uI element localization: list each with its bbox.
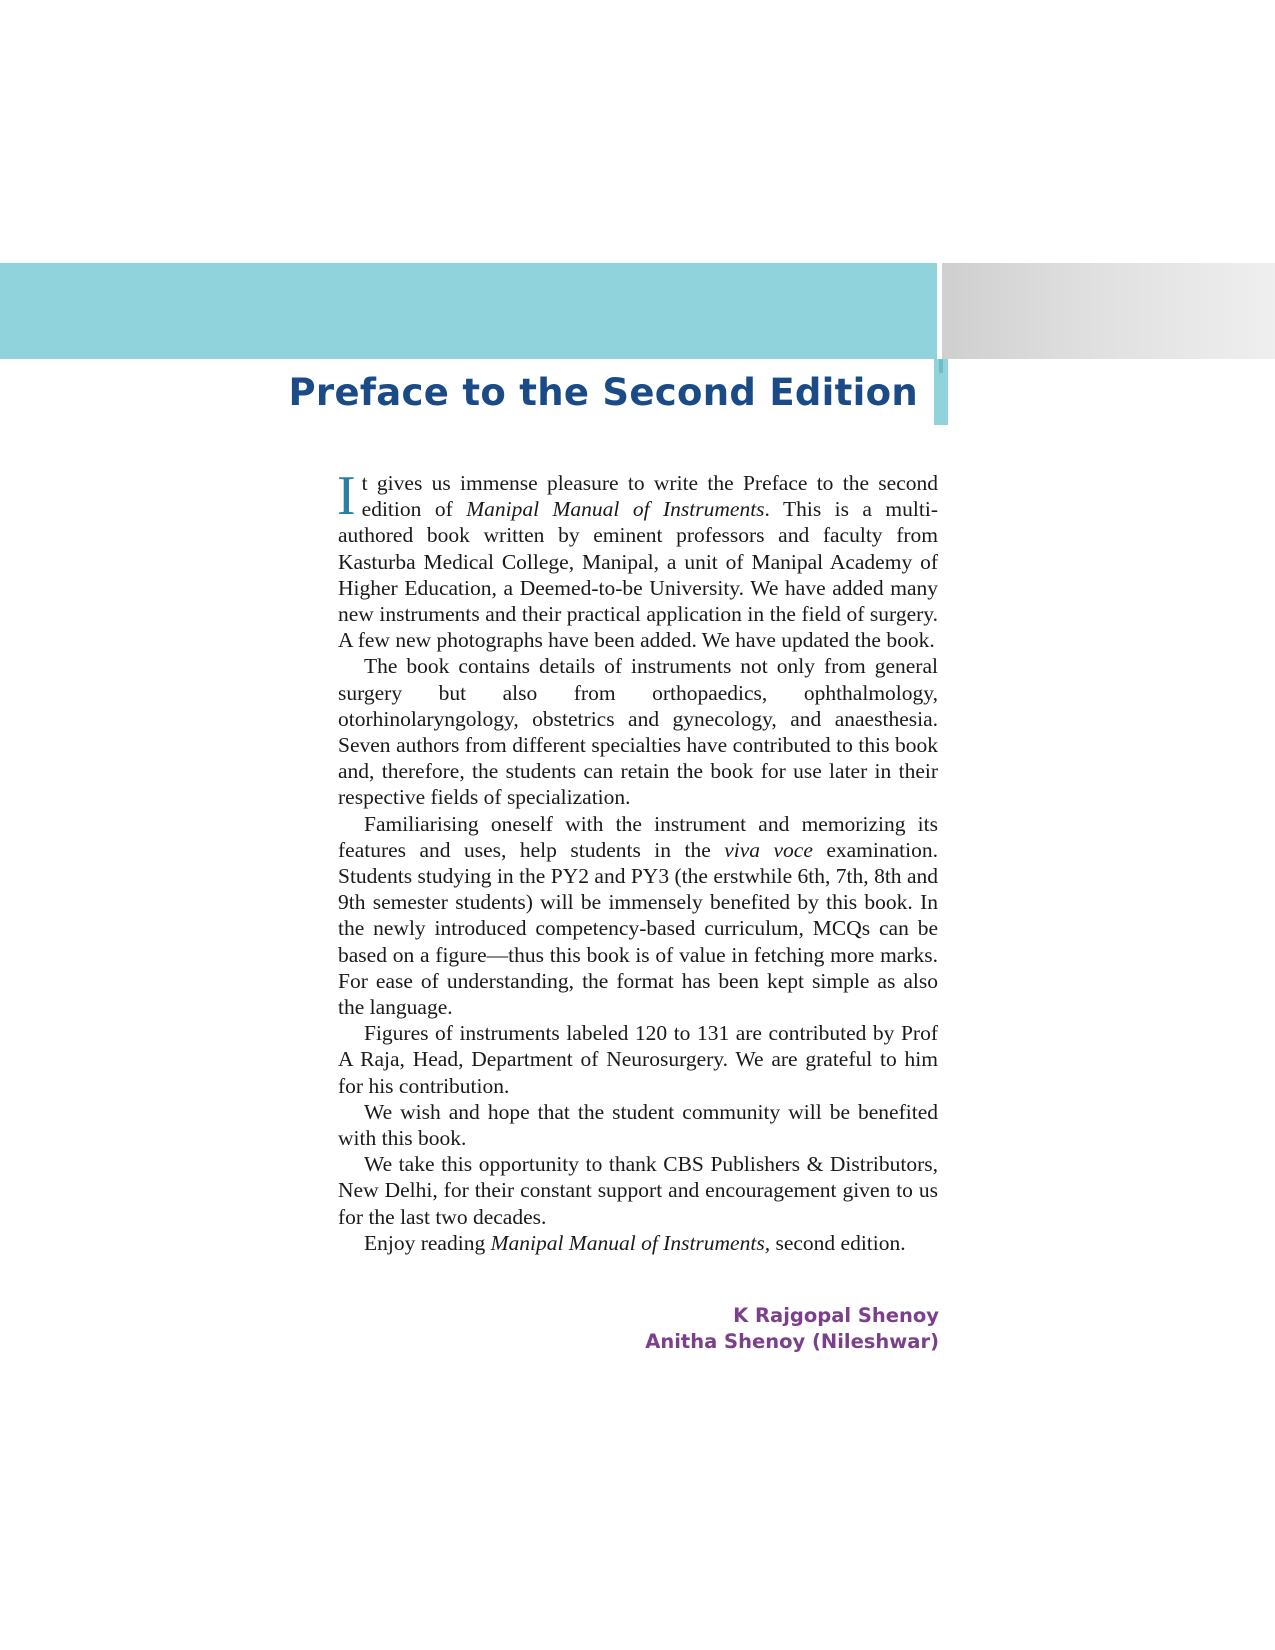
signature-block bbox=[645, 1303, 939, 1355]
paragraph-7: Enjoy reading Manipal Manual of Instruments, second edition. bbox=[364, 1230, 906, 1255]
paragraph-1: It gives us immense pleasure to write the Preface to the second edition of Manipal Manual of Instruments. This is a multi-authored book written by eminent professors and faculty from Kasturba Medical College, Manipal, a unit of Manipal Academy of Higher Education, a Deemed-to-be University. We have added many new instruments and their practical application in the field of surgery. A few new photographs have been added. We have updated the book. bbox=[337, 465, 938, 653]
header-band-grey bbox=[942, 263, 1275, 359]
viva-voce-italic: viva voce bbox=[724, 837, 813, 862]
drop-cap: I bbox=[337, 465, 356, 527]
paragraph-4: Figures of instruments labeled 120 to 131 are contributed by Prof A Raja, Head, Department of Neurosurgery. We are grateful to him for his contribution. bbox=[338, 1021, 938, 1098]
preface-body bbox=[337, 465, 938, 1256]
paragraph-3: Familiarising oneself with the instrument and memorizing its features and uses, help students in the viva voce examination. Students studying in the PY2 and PY3 (the erstwhile 6th, 7th, 8th and 9th semester students) will be immensely benefited by this book. In the newly introduced competency-based curriculum, MCQs can be based on a figure—thus this book is of value in fetching more marks. For ease of understanding, the format has been kept simple as also the language. bbox=[338, 811, 938, 1020]
page-title: Preface to the Second Edition bbox=[288, 371, 918, 414]
header-band-teal bbox=[0, 263, 937, 359]
book-title-italic: Manipal Manual of Instruments, bbox=[490, 1230, 771, 1255]
paragraph-5: We wish and hope that the student community will be benefited with this book. bbox=[338, 1099, 938, 1151]
book-title-italic: Manipal Manual of Instruments bbox=[466, 497, 765, 522]
title-marker-tip bbox=[939, 359, 943, 373]
author-name: Anitha Shenoy (Nileshwar) bbox=[645, 1330, 939, 1353]
author-name: K Rajgopal Shenoy bbox=[733, 1304, 939, 1327]
paragraph-2: The book contains details of instruments not only from general surgery but also from orthopaedics, ophthalmology, otorhinolaryngology, obstetrics and gynecology, and anaesthesia. Seven authors from different specialties have contributed to this book and, therefore, the students can retain the book for use later in their respective fields of specialization. bbox=[338, 654, 938, 810]
paragraph-6: We take this opportunity to thank CBS Publishers & Distributors, New Delhi, for their constant support and encouragement given to us for the last two decades. bbox=[338, 1152, 938, 1229]
